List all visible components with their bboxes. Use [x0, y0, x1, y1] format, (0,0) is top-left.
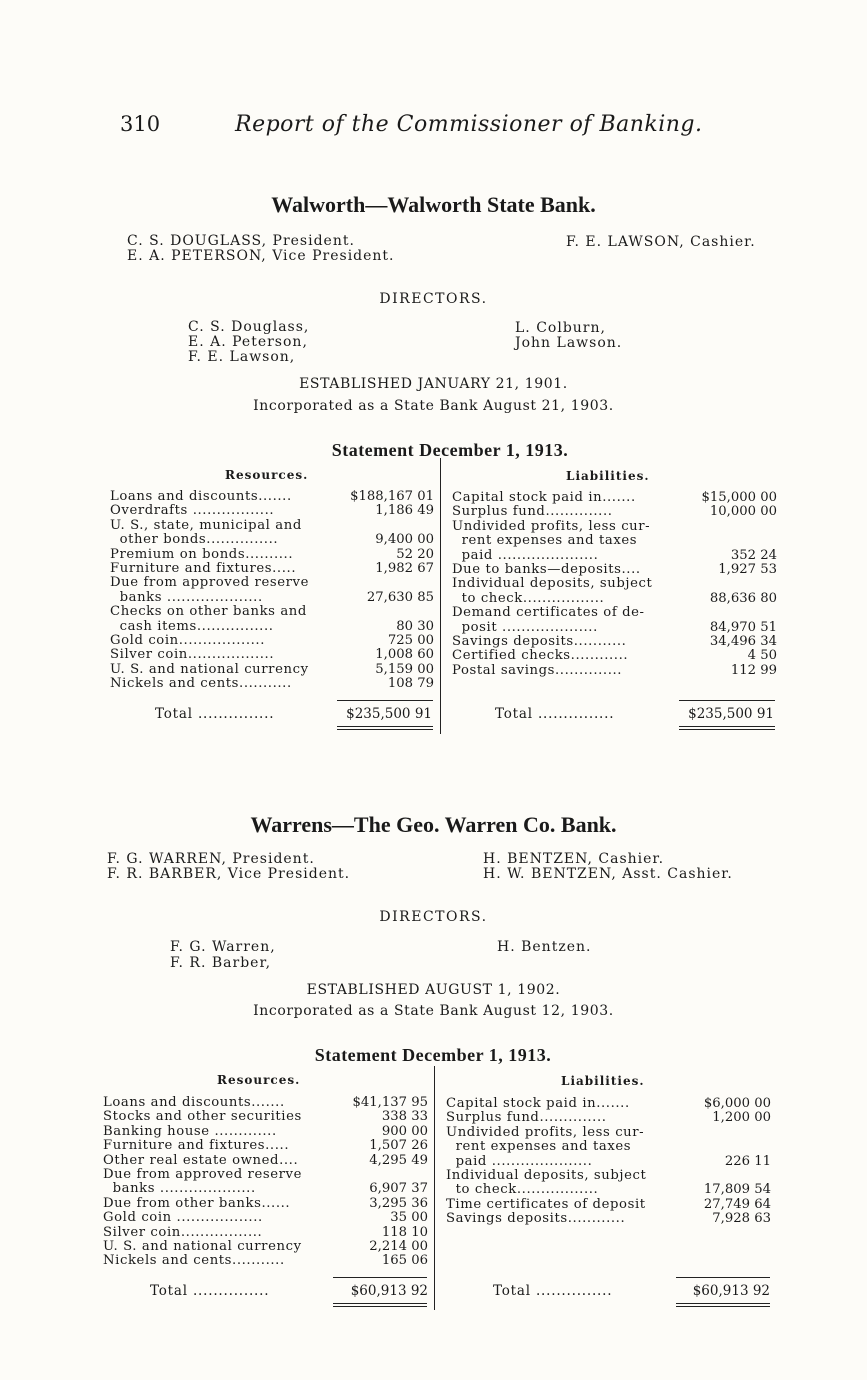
bank1-resources-row-label: banks .................... — [110, 589, 263, 605]
bank2-liabilities-row-label: Surplus fund.............. — [446, 1110, 607, 1126]
bank1-resources-row-amount: 27,630 85 — [366, 589, 434, 605]
bank1-director: E. A. Peterson, — [188, 334, 308, 350]
bank2-liabilities-row-label: to check................. — [446, 1182, 599, 1198]
bank1-liabilities-row-label: to check................. — [452, 590, 605, 606]
bank2-liabilities-row-amount: 226 11 — [724, 1153, 771, 1169]
bank1-resources-row-label: Gold coin.................. — [110, 633, 266, 648]
bank1-director: F. E. Lawson, — [188, 349, 296, 365]
bank2-liabilities-double-rule — [676, 1303, 770, 1307]
bank1-liabilities-heading: Liabilities. — [566, 469, 650, 483]
bank2-resources-row-label: Due from approved reserve — [103, 1167, 303, 1182]
bank1-liabilities-row-amount: 10,000 00 — [709, 504, 777, 520]
bank1-resources-total-label: Total ............... — [155, 706, 275, 722]
bank1-directors-heading: DIRECTORS. — [379, 291, 488, 307]
bank2-liabilities-row-amount: 17,809 54 — [703, 1182, 771, 1198]
bank1-resources-row-label: U. S., state, municipal and — [110, 517, 302, 533]
bank1-liabilities-row-amount: 4 50 — [747, 648, 777, 664]
bank2-statement-title: Statement December 1, 1913. — [314, 1045, 552, 1065]
bank2-liabilities-sum-rule — [676, 1277, 770, 1278]
bank1-liabilities-row-label: Demand certificates of de- — [452, 605, 645, 621]
bank1-incorporated: Incorporated as a State Bank August 21, 1903. — [253, 398, 614, 414]
bank2-liabilities-total: $60,913 92 — [692, 1283, 770, 1299]
bank1-liabilities-row-amount: 112 99 — [730, 662, 777, 678]
bank1-resources-row-amount: 5,159 00 — [375, 661, 434, 677]
bank2-liabilities-row-label: Time certificates of deposit — [446, 1196, 646, 1212]
bank2-resources-row-amount: 118 10 — [381, 1224, 428, 1240]
bank2-resources-row-label: Furniture and fixtures..... — [103, 1138, 290, 1154]
bank2-incorporated: Incorporated as a State Bank August 12, 1903. — [253, 1003, 614, 1019]
bank1-liabilities-row-label: posit .................... — [452, 619, 598, 635]
bank1-resources-row-label: Overdrafts ................. — [110, 503, 275, 519]
running-title: Report of the Commissioner of Banking. — [235, 112, 703, 137]
bank2-resources-row-amount: 338 33 — [381, 1109, 428, 1125]
bank2-liabilities-row-label: Individual deposits, subject — [446, 1168, 647, 1183]
bank1-officer-vice-president: E. A. PETERSON, Vice President. — [127, 248, 395, 264]
bank1-resources-total: $235,500 91 — [346, 706, 432, 722]
bank2-resources-double-rule — [333, 1303, 427, 1307]
bank2-established: ESTABLISHED AUGUST 1, 1902. — [306, 982, 561, 998]
bank2-liabilities-row-amount: 7,928 63 — [712, 1211, 771, 1227]
bank2-resources-row-label: Other real estate owned.... — [103, 1152, 299, 1168]
bank1-officer-president: C. S. DOUGLASS, President. — [127, 233, 355, 249]
bank1-liabilities-row-label: Surplus fund.............. — [452, 504, 613, 520]
bank1-established: ESTABLISHED JANUARY 21, 1901. — [299, 376, 568, 392]
bank1-resources-heading: Resources. — [225, 468, 309, 482]
bank1-liabilities-row-amount: 352 24 — [730, 547, 777, 563]
bank1-resources-row-amount: $188,167 01 — [350, 489, 434, 504]
bank2-liabilities-row-amount: 1,200 00 — [712, 1110, 771, 1126]
bank1-officer-cashier: F. E. LAWSON, Cashier. — [566, 234, 756, 250]
bank1-resources-row-amount: 1,008 60 — [375, 647, 434, 663]
bank2-liabilities-row-label: Capital stock paid in....... — [446, 1096, 630, 1111]
bank2-resources-row-label: banks .................... — [103, 1181, 256, 1197]
bank2-resources-row-amount: 2,214 00 — [369, 1239, 428, 1254]
bank2-resources-row-amount: 165 06 — [381, 1253, 428, 1269]
bank2-resources-row-label: Due from other banks...... — [103, 1195, 291, 1211]
bank1-liabilities-row-label: Savings deposits........... — [452, 634, 627, 649]
bank1-liabilities-total-label: Total ............... — [495, 706, 615, 722]
bank2-liabilities-row-label: paid ..................... — [446, 1153, 593, 1169]
bank2-resources-heading: Resources. — [217, 1073, 301, 1087]
bank2-resources-row-label: Loans and discounts....... — [103, 1095, 285, 1110]
bank2-resources-row-amount: 35 00 — [390, 1210, 428, 1226]
bank1-resources-row-amount: 80 30 — [396, 618, 434, 634]
bank2-officer-president: F. G. WARREN, President. — [107, 851, 315, 867]
bank1-resources-double-rule — [337, 726, 433, 730]
bank2-officer-vice-president: F. R. BARBER, Vice President. — [107, 866, 351, 882]
bank1-liabilities-double-rule — [679, 726, 775, 730]
bank1-statement-title: Statement December 1, 1913. — [331, 440, 569, 460]
bank1-liabilities-row-label: Due to banks—deposits.... — [452, 562, 641, 577]
bank1-liabilities-sum-rule — [679, 700, 775, 701]
bank1-resources-row-label: Silver coin.................. — [110, 647, 275, 663]
bank2-officer-cashier: H. BENTZEN, Cashier. — [483, 851, 665, 867]
bank2-liabilities-row-label: Savings deposits............ — [446, 1211, 626, 1227]
bank2-director: H. Bentzen. — [497, 939, 592, 955]
bank1-resources-row-label: Due from approved reserve — [110, 575, 310, 591]
bank1-resources-row-label: cash items................ — [110, 618, 274, 634]
bank1-liabilities-row-amount: 34,496 34 — [709, 634, 777, 649]
bank1-title: Walworth—Walworth State Bank. — [271, 192, 596, 217]
bank1-liabilities-row-amount: 84,970 51 — [709, 619, 777, 635]
bank1-resources-row-amount: 1,186 49 — [375, 503, 434, 519]
bank2-resources-row-label: Stocks and other securities — [103, 1109, 302, 1125]
bank1-resources-row-label: U. S. and national currency — [110, 661, 309, 677]
bank2-liabilities-row-amount: 27,749 64 — [703, 1196, 771, 1212]
bank2-resources-row-amount: 4,295 49 — [369, 1152, 428, 1168]
bank1-liabilities-row-label: Individual deposits, subject — [452, 576, 653, 592]
bank1-resources-row-amount: 52 20 — [396, 546, 434, 562]
bank2-directors-heading: DIRECTORS. — [379, 909, 488, 925]
bank2-resources-row-label: Silver coin................. — [103, 1224, 263, 1240]
bank2-resources-row-label: Nickels and cents........... — [103, 1253, 285, 1269]
bank2-title: Warrens—The Geo. Warren Co. Bank. — [250, 812, 617, 837]
page-number: 310 — [120, 112, 161, 136]
bank1-liabilities-row-label: Postal savings.............. — [452, 662, 623, 678]
bank2-resources-sum-rule — [333, 1277, 427, 1278]
bank1-director: C. S. Douglass, — [188, 319, 310, 335]
bank1-liabilities-row-label: Certified checks............ — [452, 648, 629, 664]
bank2-liabilities-total-label: Total ............... — [493, 1283, 613, 1299]
bank1-resources-row-amount: 9,400 00 — [375, 532, 434, 548]
bank1-resources-row-label: Furniture and fixtures..... — [110, 561, 297, 576]
bank2-resources-row-amount: 6,907 37 — [369, 1181, 428, 1197]
bank2-resources-row-amount: $41,137 95 — [352, 1095, 428, 1110]
bank1-resources-row-label: Checks on other banks and — [110, 604, 307, 620]
bank2-resources-row-label: Banking house ............. — [103, 1123, 277, 1139]
bank1-liabilities-row-amount: 88,636 80 — [709, 590, 777, 606]
bank1-director: L. Colburn, — [515, 320, 606, 336]
bank1-liabilities-row-amount: $15,000 00 — [701, 490, 777, 505]
bank1-liabilities-row-label: paid ..................... — [452, 547, 599, 563]
bank2-column-divider — [434, 1066, 435, 1310]
bank1-liabilities-row-label: Undivided profits, less cur- — [452, 518, 651, 534]
bank1-resources-row-label: Loans and discounts....... — [110, 489, 292, 504]
bank2-liabilities-row-label: Undivided profits, less cur- — [446, 1124, 645, 1140]
bank1-liabilities-row-label: Capital stock paid in....... — [452, 490, 636, 505]
bank2-liabilities-row-label: rent expenses and taxes — [446, 1139, 632, 1155]
bank1-resources-row-label: other bonds............... — [110, 532, 279, 548]
bank2-resources-row-amount: 3,295 36 — [369, 1195, 428, 1211]
bank1-director: John Lawson. — [515, 335, 623, 351]
bank1-resources-row-label: Premium on bonds.......... — [110, 546, 294, 562]
bank2-resources-total: $60,913 92 — [350, 1283, 428, 1299]
bank2-resources-row-amount: 900 00 — [381, 1123, 428, 1139]
bank1-resources-row-amount: 725 00 — [387, 633, 434, 648]
bank1-resources-sum-rule — [337, 700, 433, 701]
bank1-resources-row-amount: 1,982 67 — [375, 561, 434, 576]
bank2-resources-row-label: U. S. and national currency — [103, 1239, 302, 1254]
bank1-column-divider — [440, 458, 441, 734]
bank2-director: F. G. Warren, — [170, 939, 276, 955]
bank2-liabilities-row-amount: $6,000 00 — [703, 1096, 771, 1111]
bank2-director: F. R. Barber, — [170, 955, 272, 971]
bank1-liabilities-row-label: rent expenses and taxes — [452, 533, 638, 549]
bank2-liabilities-heading: Liabilities. — [561, 1074, 645, 1088]
bank1-resources-row-amount: 108 79 — [387, 676, 434, 692]
bank2-resources-row-label: Gold coin .................. — [103, 1210, 263, 1226]
bank2-resources-total-label: Total ............... — [150, 1283, 270, 1299]
bank1-liabilities-row-amount: 1,927 53 — [718, 562, 777, 577]
bank1-resources-row-label: Nickels and cents........... — [110, 676, 292, 692]
bank2-resources-row-amount: 1,507 26 — [369, 1138, 428, 1154]
bank2-officer-asst-cashier: H. W. BENTZEN, Asst. Cashier. — [483, 866, 733, 882]
bank1-liabilities-total: $235,500 91 — [688, 706, 774, 722]
